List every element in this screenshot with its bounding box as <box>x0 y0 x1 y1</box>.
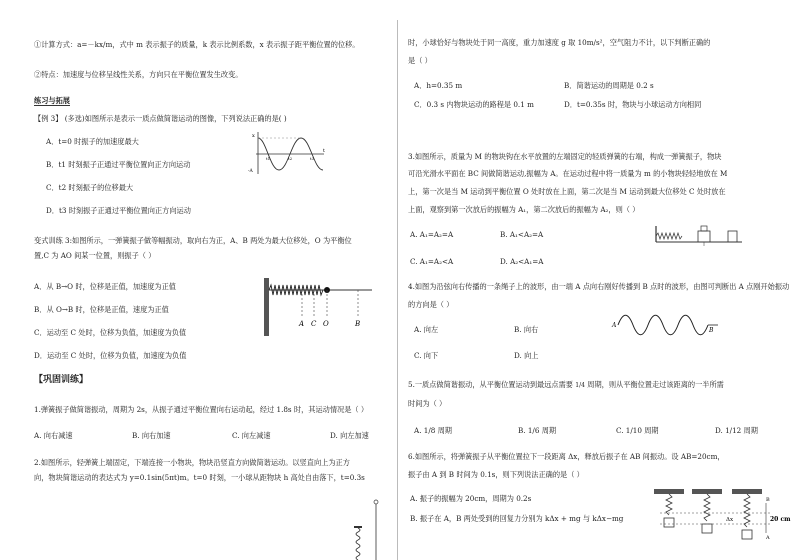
example3-title: 【例 3】 (多选)如图所示是表示一质点做简谐运动的图像，下列说法正确的是( ) <box>34 114 287 123</box>
q2-option-c: C．0.3 s 内物块运动的路程是 0.1 m <box>414 100 534 109</box>
q4-option-d: D. 向上 <box>514 351 539 360</box>
q2-option-a: A．h=0.35 m <box>414 81 463 90</box>
q6-line2: 振子由 A 到 B 时间为 0.1s，则下列说法正确的是（ ） <box>408 470 584 479</box>
q6-line1: 6.如图所示，将弹簧振子从平衡位置拉下一段距离 Δx，释放后振子在 AB 间振动。设 AB=20cm， <box>408 452 725 461</box>
formula-text: ①计算方式：a=－kx/m，式中 m 表示振子的质量，k 表示比例系数，x 表示振子距平衡位置的位移。 <box>34 40 360 49</box>
q5-option-d: D. 1/12 周期 <box>715 426 758 435</box>
q5-line1 <box>408 380 724 390</box>
q5-fraction: 1/4 <box>575 382 585 389</box>
q1-option-d: D. 向左加速 <box>330 431 369 440</box>
q3-option-d: D. A₂<A₁=A <box>500 257 544 266</box>
q3-line2: 可沿光滑水平面在 BC 间做简谐运动,振幅为 A。在运动过程中将一质量为 m 的小物块轻轻地放在 M <box>408 169 728 178</box>
q4-line1: 4.如图为沿弦向右传播的一条绳子上的波形，由一端 A 点向右刚好传播到 B 点时的波形，由图可判断出 A 点刚开始振动 <box>408 282 790 291</box>
spring-label-b: B <box>355 320 361 328</box>
q4-option-a: A. 向左 <box>414 325 439 334</box>
q5-option-c: C. 1/10 周期 <box>616 426 659 435</box>
q4-line2: 的方向是（ ） <box>408 300 454 309</box>
q5-line1-end: 周期，则从平衡位置走过该距离的一半所需 <box>587 380 724 389</box>
q6-label-a: A <box>766 535 770 541</box>
q3-option-b: B. A₁<A₂=A <box>500 230 544 239</box>
q2-line1: 2.如图所示，轻弹簧上端固定，下端连接一小物块，物块沿竖直方向做简谐运动。以竖直向上为正方 <box>34 458 350 467</box>
q2-option-d: D．t=0.35s 时，物块与小球运动方向相同 <box>564 100 702 109</box>
graph-x-label: x <box>252 133 255 139</box>
variant3-option-b: B．从 O→B 时，位移是正值，速度为正值 <box>34 305 169 314</box>
variant3-line2: 置,C 为 AO 间某一位置，则振子（ ） <box>34 251 156 260</box>
variant3-option-c: C．运动至 C 处时，位移为负值，加速度为负值 <box>34 328 187 337</box>
q5-option-a: A. 1/8 周期 <box>414 426 452 435</box>
q2-line2: 向，物块简谐运动的表达式为 y=0.1sin(5πt)m。t=0 时刻，一小球从距物块 h 高处自由落下，t=0.3s <box>34 473 365 482</box>
example3-option-b: B．t1 时刻振子正通过平衡位置向正方向运动 <box>46 160 191 169</box>
q2-continued-line2: 是（ ） <box>408 56 432 65</box>
q5-line2: 时间为（ ） <box>408 399 447 408</box>
q1-option-a: A. 向右减速 <box>34 431 73 440</box>
q1-option-c: C. 向左减速 <box>232 431 271 440</box>
spring-label-c: C <box>311 320 317 328</box>
example3-option-a: A．t=0 时振子的加速度最大 <box>46 137 139 146</box>
variant3-option-a: A．从 B→O 时，位移是正值，加速度为正值 <box>34 282 176 291</box>
q6-length-label: 20 cm <box>770 516 791 523</box>
q4-wave-figure <box>612 310 720 340</box>
q4-label-a: A <box>612 322 617 329</box>
q1-text: 1.弹簧振子做简谐振动，周期为 2s，从振子通过平衡位置向右运动起，经过 1.8s 时，其运动情况是（ ） <box>34 405 369 414</box>
q3-line3: 上，第一次是当 M 运动到平衡位置 O 处时放在上面，第二次是当 M 运动到最大位移处 C 处时放在 <box>408 187 726 196</box>
q3-line1: 3.如图所示，质量为 M 的物块钩在水平放置的左端固定的轻质弹簧的右端，构成一弹簧振子，物块 <box>408 152 722 161</box>
variant3-line1: 变式训练 3:如图所示，一弹簧振子做等幅振动，取向右为正，A、B 两处为最大位移处，O 为平衡位 <box>34 236 352 245</box>
graph-neg-label: -A <box>248 169 253 174</box>
spring-label-o: O <box>323 320 329 328</box>
q3-line4: 上面，观察到第一次放后的振幅为 A₁，第二次放后的振幅为 A₂，则（ ） <box>408 205 640 214</box>
q6-option-b: B. 振子在 A，B 两处受到的回复力分别为 kΔx + mg 与 kΔx−mg <box>410 514 624 523</box>
q3-figure <box>652 222 744 246</box>
q4-option-c: C. 向下 <box>414 351 439 360</box>
graph-t-label: t <box>323 148 326 154</box>
q1-option-b: B. 向右加速 <box>132 431 171 440</box>
example3-graph <box>248 130 327 178</box>
graph-tick-t1: t1 <box>266 156 271 161</box>
q3-option-a: A. A₁=A₂=A <box>410 230 454 239</box>
section-consolidate-heading: 【巩固训练】 <box>34 375 89 385</box>
q6-figure <box>652 487 792 539</box>
spring-label-a: A <box>299 320 305 328</box>
column-divider <box>397 20 398 560</box>
q2-option-b: B．简谐运动的周期是 0.2 s <box>564 81 654 90</box>
graph-tick-t3: t3 <box>310 156 315 161</box>
example3-option-c: C．t2 时刻振子的位移最大 <box>46 183 134 192</box>
feature-text: ②特点：加速度与位移呈线性关系，方向只在平衡位置发生改变。 <box>34 70 243 79</box>
graph-tick-t2: t2 <box>288 156 293 161</box>
q6-label-b: B <box>766 497 770 503</box>
example3-option-d: D．t3 时刻振子正通过平衡位置向正方向运动 <box>46 206 191 215</box>
section-practice-heading: 练习与拓展 <box>34 96 70 105</box>
q3-option-c: C. A₁=A₂<A <box>410 257 454 266</box>
spring-figure <box>262 276 374 338</box>
q2-figure <box>352 498 382 560</box>
q4-label-b: B <box>709 327 714 334</box>
q4-option-b: B. 向右 <box>514 325 539 334</box>
q6-option-a: A. 振子的振幅为 20cm，周期为 0.2s <box>410 494 532 503</box>
q5-option-b: B. 1/6 周期 <box>518 426 557 435</box>
q2-continued-line1: 时，小球恰好与物块处于同一高度，重力加速度 g 取 10m/s²，空气阻力不计，以下判断正确的 <box>408 38 711 47</box>
q5-line1-start: 5.一质点做简谐振动，从平衡位置运动到最远点需要 <box>408 380 573 389</box>
q6-delta-x-label: Δx <box>726 517 734 523</box>
variant3-option-d: D．运动至 C 处时，位移为负值，加速度为负值 <box>34 351 187 360</box>
